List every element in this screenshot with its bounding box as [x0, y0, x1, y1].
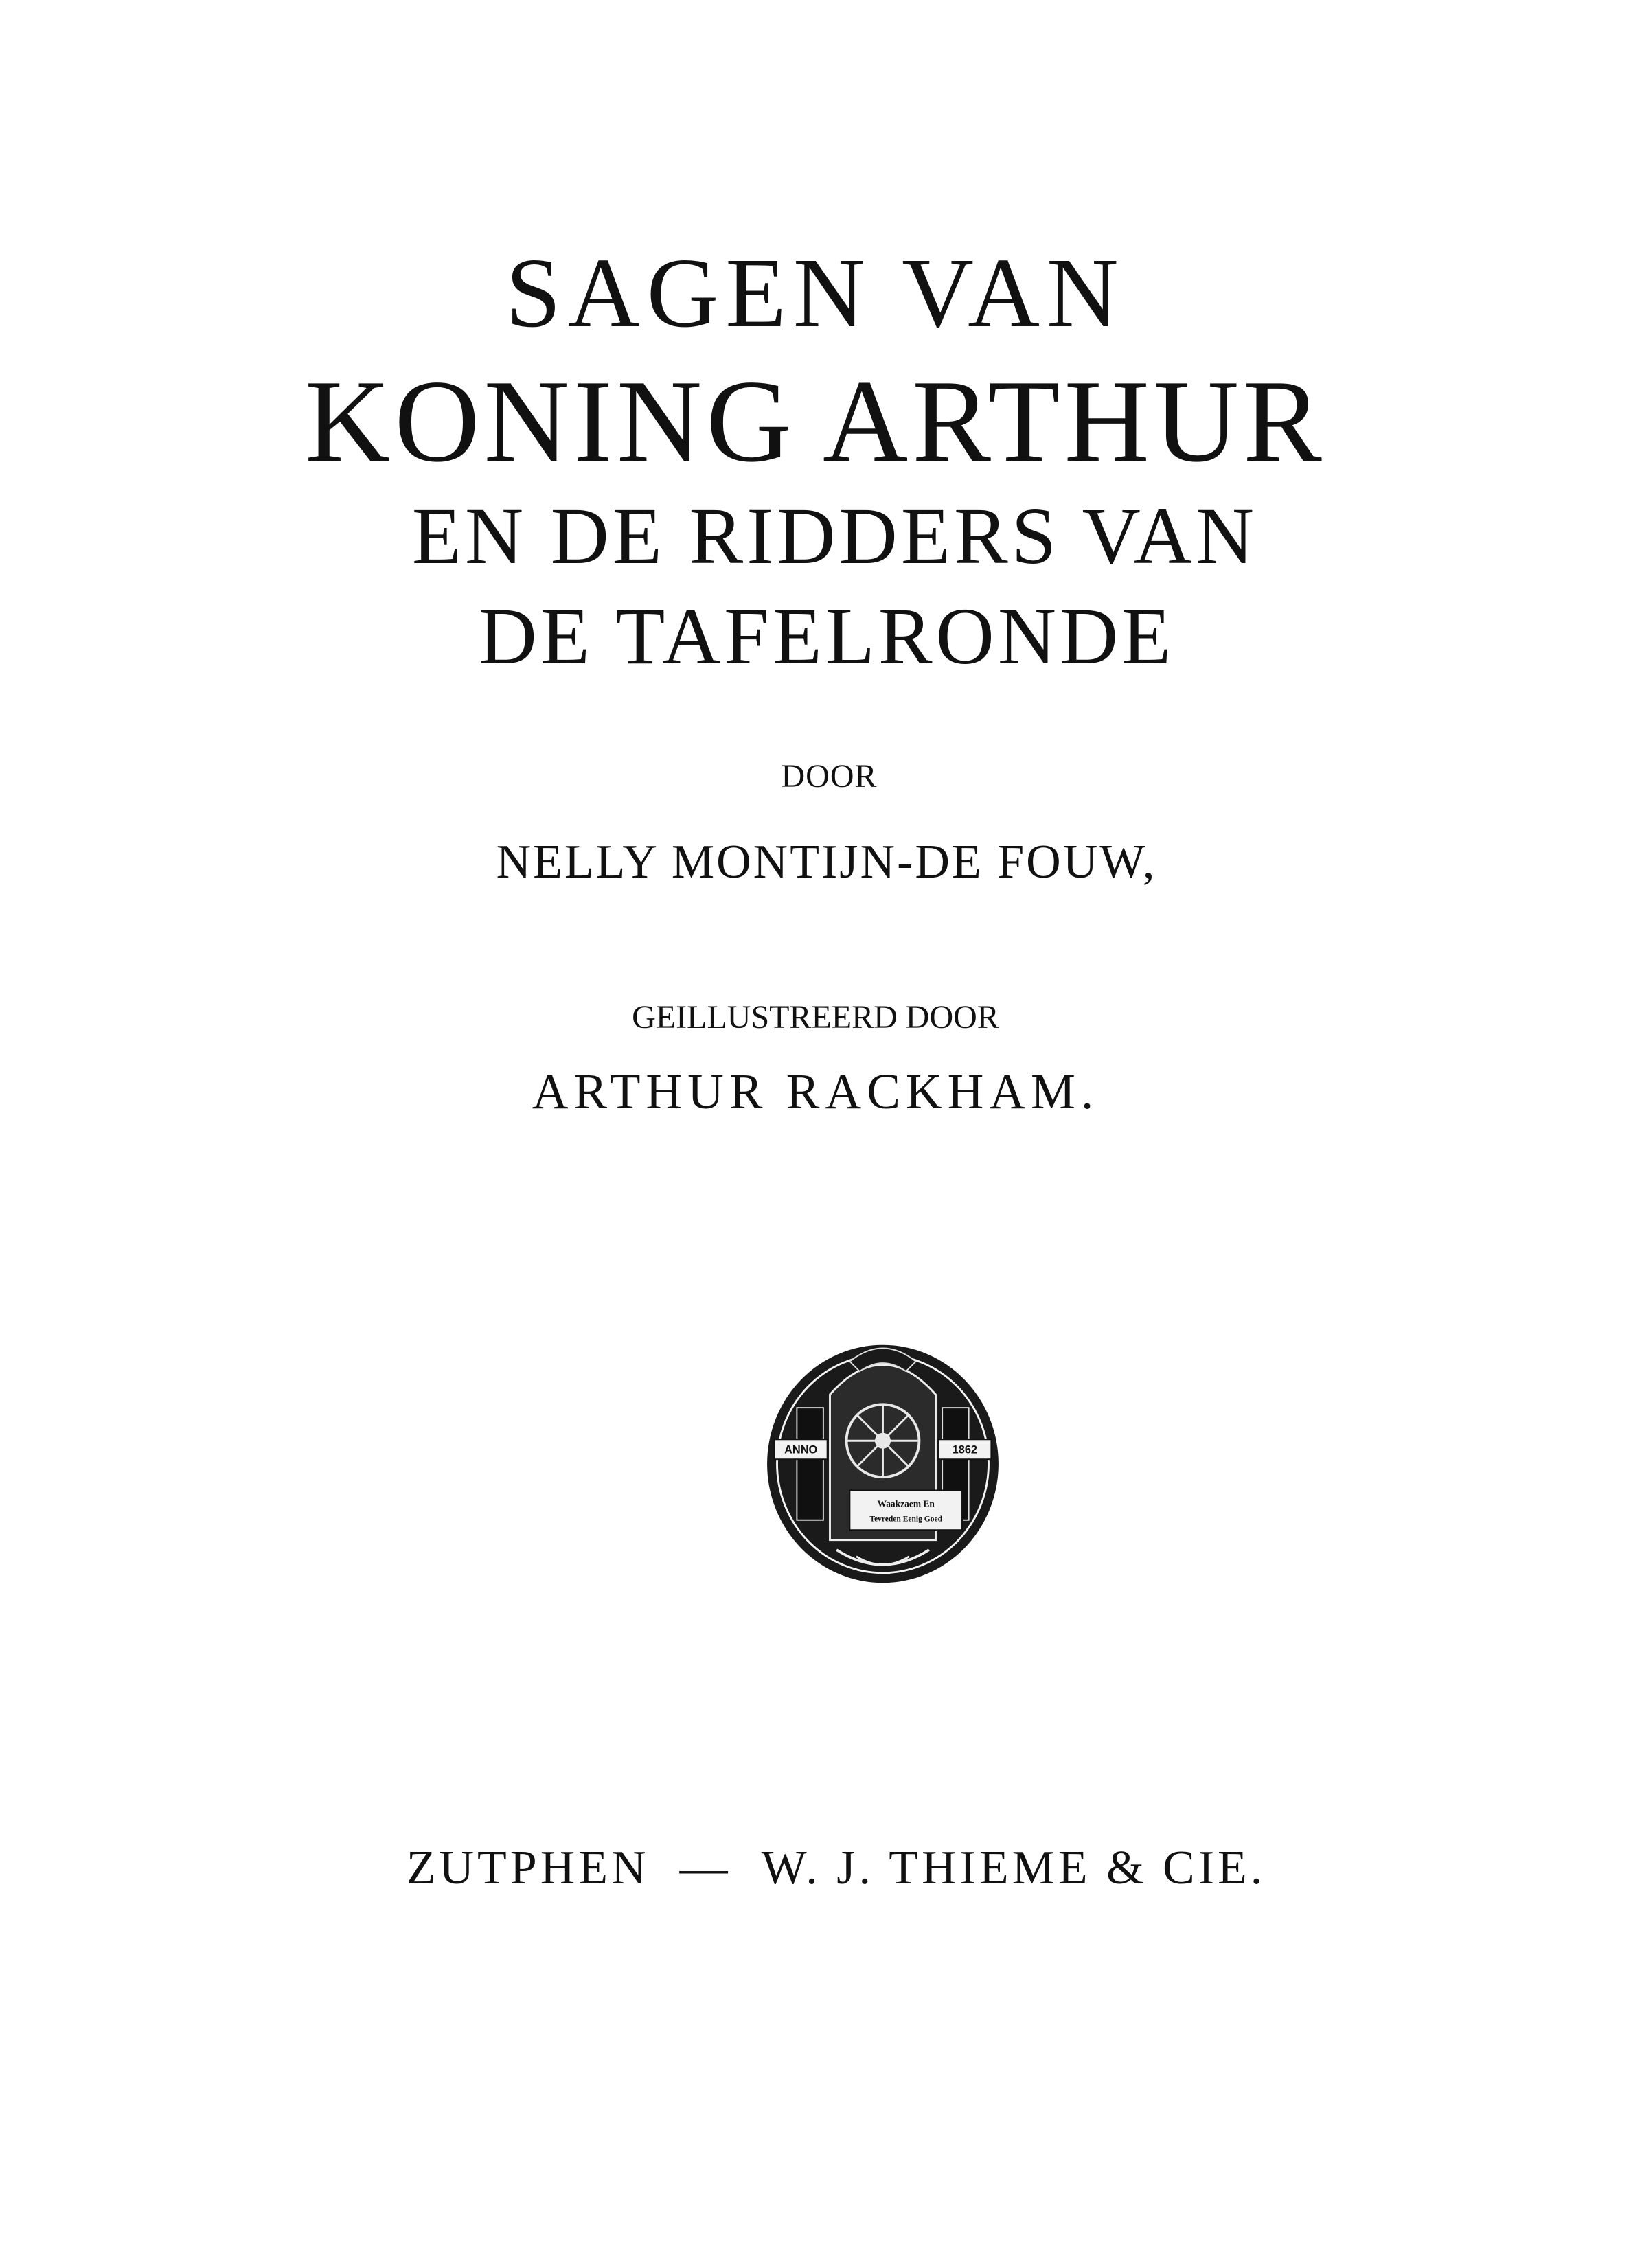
emblem-right-plaque: 1862 — [952, 1443, 978, 1456]
imprint-publisher: W. J. THIEME & CIE. — [761, 1842, 1266, 1894]
title-line-3: EN DE RIDDERS VAN — [411, 491, 1258, 581]
illustrator-name: ARTHUR RACKHAM. — [532, 1064, 1099, 1119]
printer-device-emblem-icon — [751, 1322, 1015, 1586]
emblem-ribbon-line-1: Waakzaem En — [877, 1498, 935, 1509]
by-label: DOOR — [781, 758, 878, 794]
emblem-ribbon-line-2: Tevreden Eenig Goed — [869, 1515, 943, 1524]
imprint-separator: — — [679, 1842, 731, 1894]
title-line-4: DE TAFELRONDE — [478, 591, 1175, 681]
illustrated-by-label: GEILLUSTREERD DOOR — [632, 999, 999, 1035]
title-line-2: KONING ARTHUR — [305, 356, 1326, 487]
title-line-1: SAGEN VAN — [505, 238, 1126, 348]
emblem-left-plaque: ANNO — [784, 1443, 818, 1456]
author-name: NELLY MONTIJN-DE FOUW, — [496, 836, 1157, 889]
imprint-city: ZUTPHEN — [406, 1842, 650, 1894]
imprint-line — [21, 1844, 1631, 1892]
